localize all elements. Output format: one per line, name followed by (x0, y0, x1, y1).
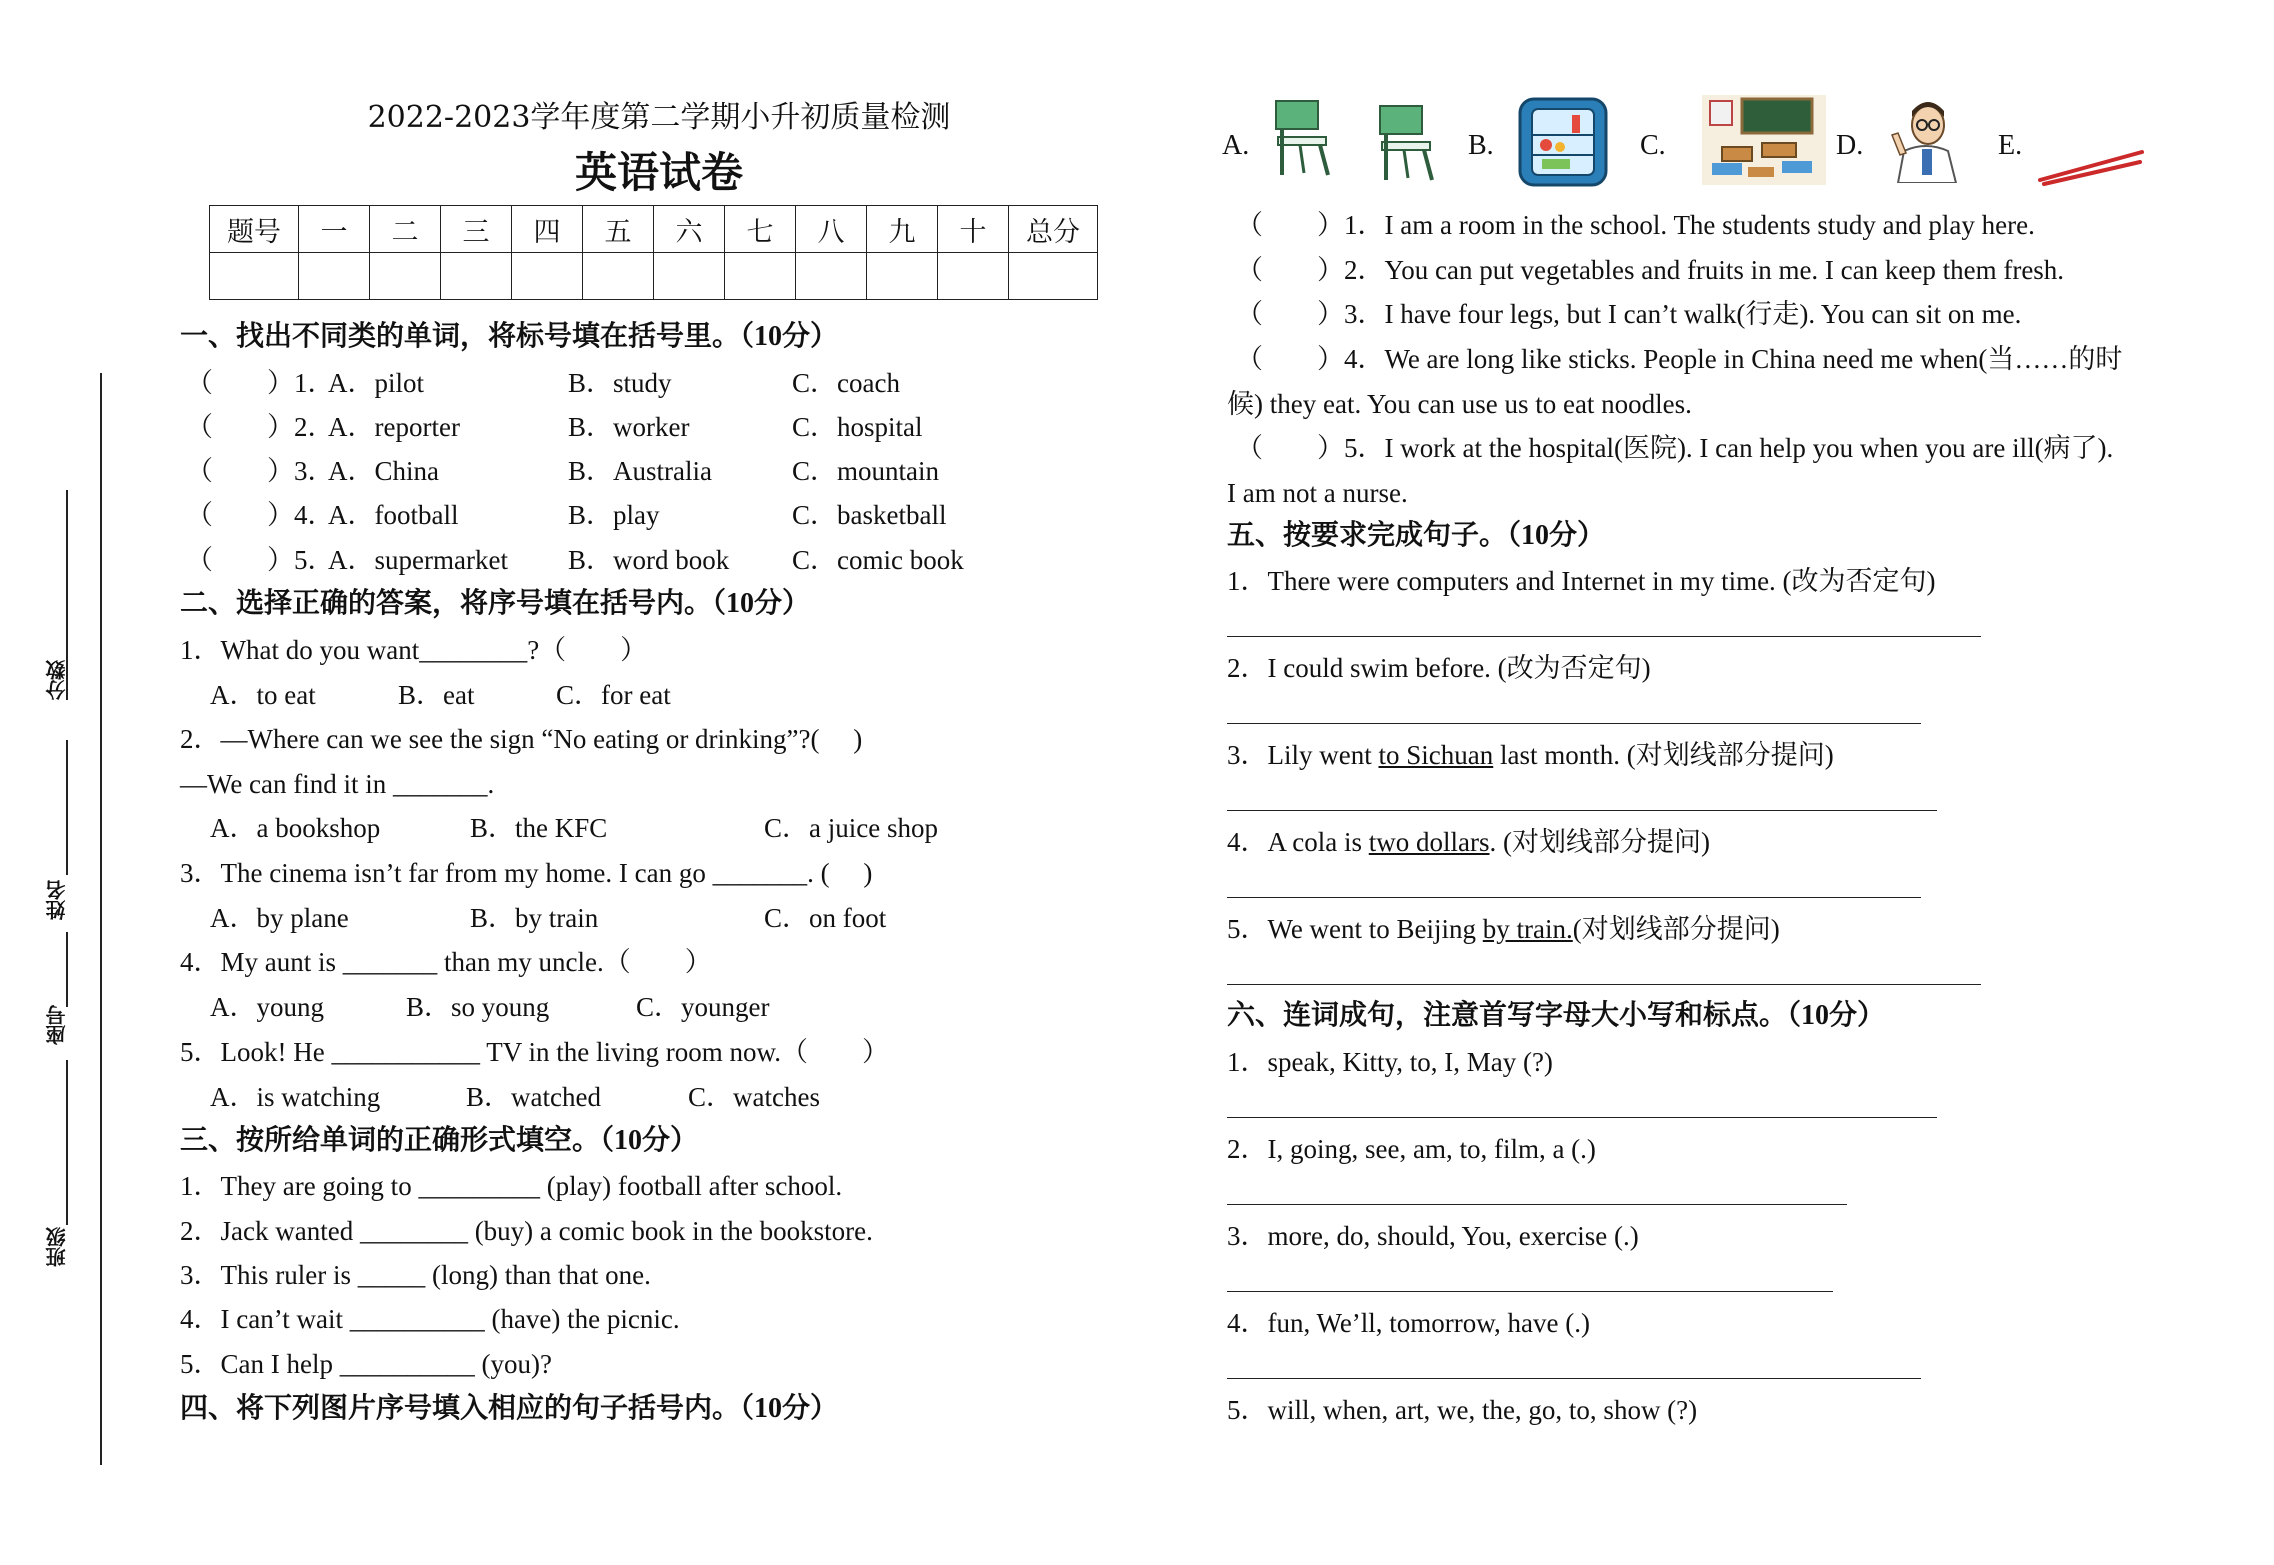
s3-item-3: 3．This ruler is _____ (long) than that one. (180, 1260, 651, 1290)
s6-item-5: 5．will, when, art, we, the, go, to, show (?) (1227, 1395, 1698, 1425)
s2-q5-option-c: C．watches (688, 1082, 820, 1112)
s6-q3-answer-line[interactable] (1227, 1291, 1833, 1292)
desk-chair-icon-2 (1374, 100, 1446, 185)
s5-q3-suffix: last month. (对划线部分提问) (1493, 740, 1834, 770)
s5-q1-answer-line[interactable] (1227, 636, 1981, 637)
score-table-header-row (210, 206, 1098, 253)
desk-chair-icon (1270, 95, 1342, 180)
s1-q1-option-c: C．coach (792, 368, 900, 398)
s2-q5-stem: 5．Look! He ___________ TV in the living room now.（ ） (180, 1037, 889, 1067)
s4-item-2: （ ）2．You can put vegetables and fruits in me. I can keep them fresh. (1236, 255, 2065, 285)
fridge-icon (1516, 95, 1611, 190)
s2-q1-option-b: B．eat (398, 680, 475, 710)
section-1-heading: 一、找出不同类的单词，将标号填在括号里。（10分） (180, 321, 839, 352)
picture-label-a: A. (1222, 130, 1250, 161)
score-header-cell: 总分 (1009, 206, 1098, 253)
exam-subtitle: 2022-2023学年度第二学期小升初质量检测 (367, 100, 951, 135)
s3-item-2: 2．Jack wanted ________ (buy) a comic book in the bookstore. (180, 1216, 873, 1246)
s6-q1-answer-line[interactable] (1227, 1117, 1937, 1118)
score-cell[interactable] (583, 253, 654, 300)
s1-q5-option-c: C．comic book (792, 545, 964, 575)
s1-q1-number: （ ）1． (186, 368, 335, 398)
s5-q5 (1227, 913, 1780, 945)
s4-item-5-cont: I am not a nurse. (1227, 478, 1408, 508)
s6-item-3: 3．more, do, should, You, exercise (.) (1227, 1221, 1639, 1251)
score-header-cell: 六 (654, 206, 725, 253)
score-header-cell: 五 (583, 206, 654, 253)
s3-item-1: 1．They are going to _________ (play) football after school. (180, 1171, 843, 1201)
s2-q2-option-b: B．the KFC (470, 813, 608, 843)
s1-q5-option-b: B．word book (568, 545, 730, 575)
score-header-cell: 四 (512, 206, 583, 253)
score-header-cell: 九 (867, 206, 938, 253)
score-cell[interactable] (1009, 253, 1098, 300)
side-label-class: 班级 (45, 1227, 69, 1267)
exam-title: 英语试卷 (574, 148, 743, 197)
s5-q3-underlined: to Sichuan (1378, 740, 1494, 770)
score-table-value-row (210, 253, 1098, 300)
s1-q1-option-b: B．study (568, 368, 672, 398)
score-cell[interactable] (938, 253, 1009, 300)
s5-q4-suffix: . (对划线部分提问) (1489, 827, 1710, 857)
s5-q4-answer-line[interactable] (1227, 897, 1921, 898)
s4-item-4: （ ）4．We are long like sticks. People in China need me when(当……的时 (1236, 344, 2123, 374)
s5-q5-suffix: (对划线部分提问) (1572, 914, 1780, 944)
section-5-heading: 五、按要求完成句子。（10分） (1227, 520, 1606, 551)
s1-q3-option-a: A．China (328, 456, 439, 486)
s2-q2-stem-answer: —We can find it in _______. (180, 769, 495, 799)
s1-q1-option-a: A．pilot (328, 368, 425, 398)
s6-q4-answer-line[interactable] (1227, 1378, 1921, 1379)
s2-q4-stem: 4．My aunt is _______ than my uncle.（ ） (180, 947, 712, 977)
score-cell[interactable] (210, 253, 299, 300)
s1-q2-option-c: C．hospital (792, 412, 923, 442)
s2-q2-option-c: C．a juice shop (764, 813, 938, 843)
picture-label-b: B. (1468, 130, 1494, 161)
picture-label-e: E. (1998, 130, 2023, 161)
score-table (209, 205, 1098, 300)
side-label-score: 分数 (45, 660, 69, 700)
binding-rule (100, 373, 102, 1465)
s2-q3-option-a: A．by plane (210, 903, 349, 933)
s5-q2: 2．I could swim before. (改为否定句) (1227, 653, 1651, 683)
side-label-name: 姓名 (45, 880, 69, 920)
score-cell[interactable] (512, 253, 583, 300)
score-header-cell: 八 (796, 206, 867, 253)
s4-item-5: （ ）5．I work at the hospital(医院). I can help you when you are ill(病了). (1236, 433, 2114, 463)
s2-q4-option-b: B．so young (406, 992, 550, 1022)
class-blank-line[interactable] (66, 1060, 68, 1225)
s1-q4-option-b: B．play (568, 500, 660, 530)
section-6-heading: 六、连词成句，注意首写字母大小写和标点。（10分） (1227, 1000, 1886, 1031)
s2-q4-option-c: C．younger (636, 992, 770, 1022)
s4-item-1: （ ）1．I am a room in the school. The students study and play here. (1236, 210, 2035, 240)
name-blank-line[interactable] (66, 740, 68, 875)
s5-q5-answer-line[interactable] (1227, 984, 1981, 985)
s5-q4 (1227, 826, 1710, 858)
s1-q5-number: （ ）5． (186, 545, 335, 575)
section-3-heading: 三、按所给单词的正确形式填空。（10分） (180, 1125, 699, 1156)
s1-q4-number: （ ）4． (186, 500, 335, 530)
s2-q3-option-b: B．by train (470, 903, 599, 933)
score-header-cell: 题号 (210, 206, 299, 253)
score-cell[interactable] (654, 253, 725, 300)
s6-item-4: 4．fun, We’ll, tomorrow, have (.) (1227, 1308, 1590, 1338)
s1-q3-option-b: B．Australia (568, 456, 712, 486)
s5-q2-answer-line[interactable] (1227, 723, 1921, 724)
score-cell[interactable] (299, 253, 370, 300)
s1-q5-option-a: A．supermarket (328, 545, 508, 575)
s6-item-1: 1．speak, Kitty, to, I, May (?) (1227, 1047, 1553, 1077)
score-cell[interactable] (867, 253, 938, 300)
s4-item-4-cont: 候) they eat. You can use us to eat noodles. (1227, 389, 1692, 419)
score-header-cell: 三 (441, 206, 512, 253)
score-header-cell: 二 (370, 206, 441, 253)
score-cell[interactable] (725, 253, 796, 300)
s1-q2-number: （ ）2． (186, 412, 335, 442)
s1-q3-option-c: C．mountain (792, 456, 939, 486)
s5-q3 (1227, 739, 1834, 771)
s1-q2-option-b: B．worker (568, 412, 690, 442)
s5-q5-prefix: 5．We went to Beijing (1227, 914, 1483, 944)
chopsticks-icon (2036, 146, 2146, 186)
s5-q5-underlined: by train. (1482, 914, 1573, 944)
s2-q5-option-a: A．is watching (210, 1082, 381, 1112)
s1-q2-option-a: A．reporter (328, 412, 460, 442)
doctor-icon (1886, 95, 1968, 183)
score-header-cell: 十 (938, 206, 1009, 253)
s2-q3-stem: 3．The cinema isn’t far from my home. I can go _______. ( ) (180, 858, 873, 888)
s3-item-5: 5．Can I help __________ (you)? (180, 1349, 552, 1379)
s1-q4-option-c: C．basketball (792, 500, 947, 530)
s2-q4-option-a: A．young (210, 992, 324, 1022)
s6-q2-answer-line[interactable] (1227, 1204, 1847, 1205)
s2-q1-option-a: A．to eat (210, 680, 316, 710)
seat-blank-line[interactable] (66, 932, 68, 1007)
s5-q3-answer-line[interactable] (1227, 810, 1937, 811)
score-header-cell: 七 (725, 206, 796, 253)
s5-q4-prefix: 4．A cola is (1227, 827, 1369, 857)
s6-item-2: 2．I, going, see, am, to, film, a (.) (1227, 1134, 1596, 1164)
classroom-icon (1702, 95, 1826, 185)
s5-q1: 1．There were computers and Internet in my time. (改为否定句) (1227, 566, 1936, 596)
score-header-cell: 一 (299, 206, 370, 253)
score-cell[interactable] (370, 253, 441, 300)
picture-label-c: C. (1640, 130, 1666, 161)
score-cell[interactable] (441, 253, 512, 300)
section-4-heading: 四、将下列图片序号填入相应的句子括号内。（10分） (180, 1393, 839, 1424)
s5-q3-prefix: 3．Lily went (1227, 740, 1379, 770)
s2-q1-option-c: C．for eat (556, 680, 671, 710)
s3-item-4: 4．I can’t wait __________ (have) the picnic. (180, 1304, 680, 1334)
s2-q2-option-a: A．a bookshop (210, 813, 381, 843)
s5-q4-underlined: two dollars (1368, 827, 1490, 857)
side-label-seat: 座号 (45, 1005, 69, 1045)
score-cell[interactable] (796, 253, 867, 300)
section-2-heading: 二、选择正确的答案，将序号填在括号内。（10分） (180, 588, 811, 619)
s1-q3-number: （ ）3． (186, 456, 335, 486)
s2-q2-stem: 2．—Where can we see the sign “No eating or drinking”?( ) (180, 724, 863, 754)
picture-label-d: D. (1836, 130, 1864, 161)
s4-item-3: （ ）3．I have four legs, but I can’t walk(行走). You can sit on me. (1236, 299, 2022, 329)
s1-q4-option-a: A．football (328, 500, 459, 530)
s2-q5-option-b: B．watched (466, 1082, 601, 1112)
s2-q1-stem: 1．What do you want________?（ ） (180, 635, 648, 665)
s2-q3-option-c: C．on foot (764, 903, 887, 933)
